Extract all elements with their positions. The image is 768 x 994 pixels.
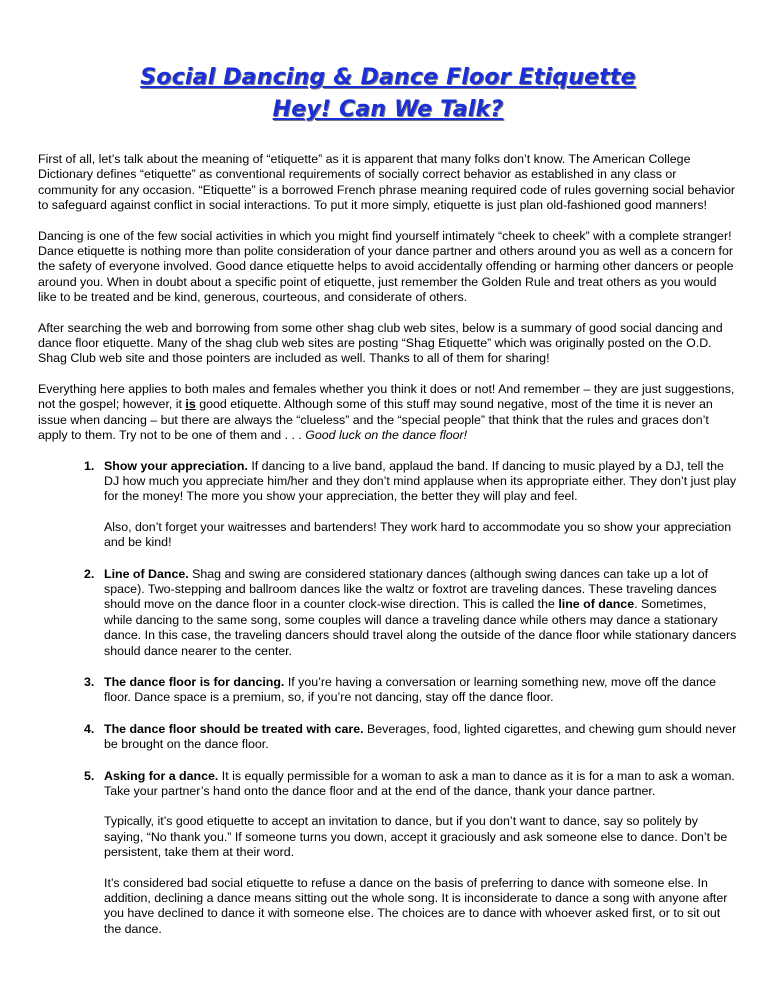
list-item — [38, 675, 738, 706]
list-item-heading: The dance floor should be treated with care. — [104, 721, 364, 736]
list-item-text: It is equally permissible for a woman to ask a man to dance as it is for a man to ask a woman. Take your partner’s hand onto the dance floor and at the end of the dance, thank your dance partner. — [104, 768, 735, 798]
list-item-number: 5. — [84, 768, 95, 783]
list-item-body — [104, 675, 738, 706]
etiquette-list — [38, 459, 738, 938]
list-item-heading: Line of Dance. — [104, 566, 189, 581]
everything-emphasis: is — [185, 397, 196, 412]
page-subtitle: Hey! Can We Talk? — [272, 97, 504, 122]
page-title: Social Dancing & Dance Floor Etiquette — [140, 65, 636, 90]
list-item-body — [104, 769, 738, 800]
everything-closing: Good luck on the dance floor! — [305, 428, 468, 443]
list-item-extra: Typically, it’s good etiquette to accept an invitation to dance, but if you don’t want to dance, say so politely by saying, “No thank you.” If someone turns you down, accept it graciously and ask someone else to dance. Don’t be persistent, take them at their word. — [104, 814, 728, 860]
list-item-body — [104, 567, 738, 659]
list-item-heading: Asking for a dance. — [104, 768, 219, 783]
intro-paragraph-everything — [38, 382, 738, 444]
list-item — [38, 769, 738, 938]
intro-paragraph-etiquette-meaning: First of all, let’s talk about the meaning of “etiquette” as it is apparent that many folks don’t know. The American College Dictionary defines “etiquette” as conventional requirements of socially correct behavior as established in any class or community for any occasion. “Etiquette” is a borrowed French phrase meaning required code of rules governing social behavior to safeguard against conflict in social interactions. To put it more simply, etiquette is just plan old-fashioned good manners! — [38, 152, 735, 213]
intro-paragraph-dancing: Dancing is one of the few social activities in which you might find yourself intimately “cheek to cheek” with a complete stranger! Dance etiquette is nothing more than polite consideration of your dance partner and others around you as well as a concern for the safety of everyone involved. Good dance etiquette helps to avoid accidentally offending or harming other dancers or people around you. When in doubt about a specific point of etiquette, just remember the Golden Rule and treat others as you would like to be treated and be kind, generous, courteous, and considerate of others. — [38, 228, 734, 305]
list-item-body — [104, 722, 738, 753]
list-item-body — [104, 459, 738, 505]
list-item-number: 4. — [84, 721, 95, 736]
list-item-text: If you’re having a conversation or learning something new, move off the dance floor. Dance space is a premium, so, if you’re not dancing, stay off the dance floor. — [104, 674, 717, 705]
list-item-bold-term: line of dance — [558, 597, 635, 612]
list-item-heading: Show your appreciation. — [104, 458, 248, 473]
list-item-number: 2. — [84, 566, 95, 581]
everything-text-2: good etiquette. Although some of this stuff may sound negative, most of the time it is never an issue when dancing – but there are always the “clueless” and the “special people” that think that the rules and graces don’t apply to them. Try not to be one of them and . . . — [38, 397, 713, 443]
intro-paragraph-sources: After searching the web and borrowing from some other shag club web sites, below is a summary of good social dancing and dance floor etiquette. Many of the shag club web sites are posting “Shag Etiquette” which was originally posted on the O.D. Shag Club web site and those pointers are included as well. Thanks to all of them for sharing! — [38, 320, 723, 366]
list-item — [38, 722, 738, 753]
list-item-extra: Also, don’t forget your waitresses and bartenders! They work hard to accommodate you so show your appreciation and be kind! — [104, 519, 732, 550]
list-item-text: If dancing to a live band, applaud the band. If dancing to music played by a DJ, tell the DJ how much you appreciate him/her and they don’t mind applause when its appropriate either. They don’t just play for the money! The more you show your appreciation, the better they will play and feel. — [104, 458, 737, 504]
list-item-heading: The dance floor is for dancing. — [104, 674, 285, 689]
list-item-text: Beverages, food, lighted cigarettes, and chewing gum should never be brought on the dance floor. — [104, 721, 737, 752]
list-item-number: 1. — [84, 458, 95, 473]
list-item — [38, 567, 738, 659]
everything-text-1: Everything here applies to both males and females whether you think it does or not! And remember – they are just suggestions, not the gospel; however, it — [38, 381, 735, 412]
list-item-text: Shag and swing are considered stationary dances (although swing dances can take up a lot of space). Two-stepping and ballroom dances like the waltz or foxtrot are traveling dances. These traveling dances should move on the dance floor in a counter clock-wise direction. This is called the — [104, 566, 717, 612]
list-item-text-after: . Sometimes, while dancing to the same song, some couples will dance a traveling dance while others may dance a stationary dance. In this case, the traveling dancers should travel along the outside of the dance floor while stationary dancers should dance nearer to the center. — [104, 597, 737, 658]
list-item — [38, 459, 738, 551]
list-item-extra-2: It’s considered bad social etiquette to refuse a dance on the basis of preferring to dance with someone else. In addition, declining a dance means sitting out the whole song. It is inconsiderate to dance a song with anyone after you have declined to dance it with someone else. The choices are to dance with whoever asked first, or to sit out the dance. — [104, 875, 728, 936]
list-item-number: 3. — [84, 674, 95, 689]
title-block — [38, 62, 738, 126]
